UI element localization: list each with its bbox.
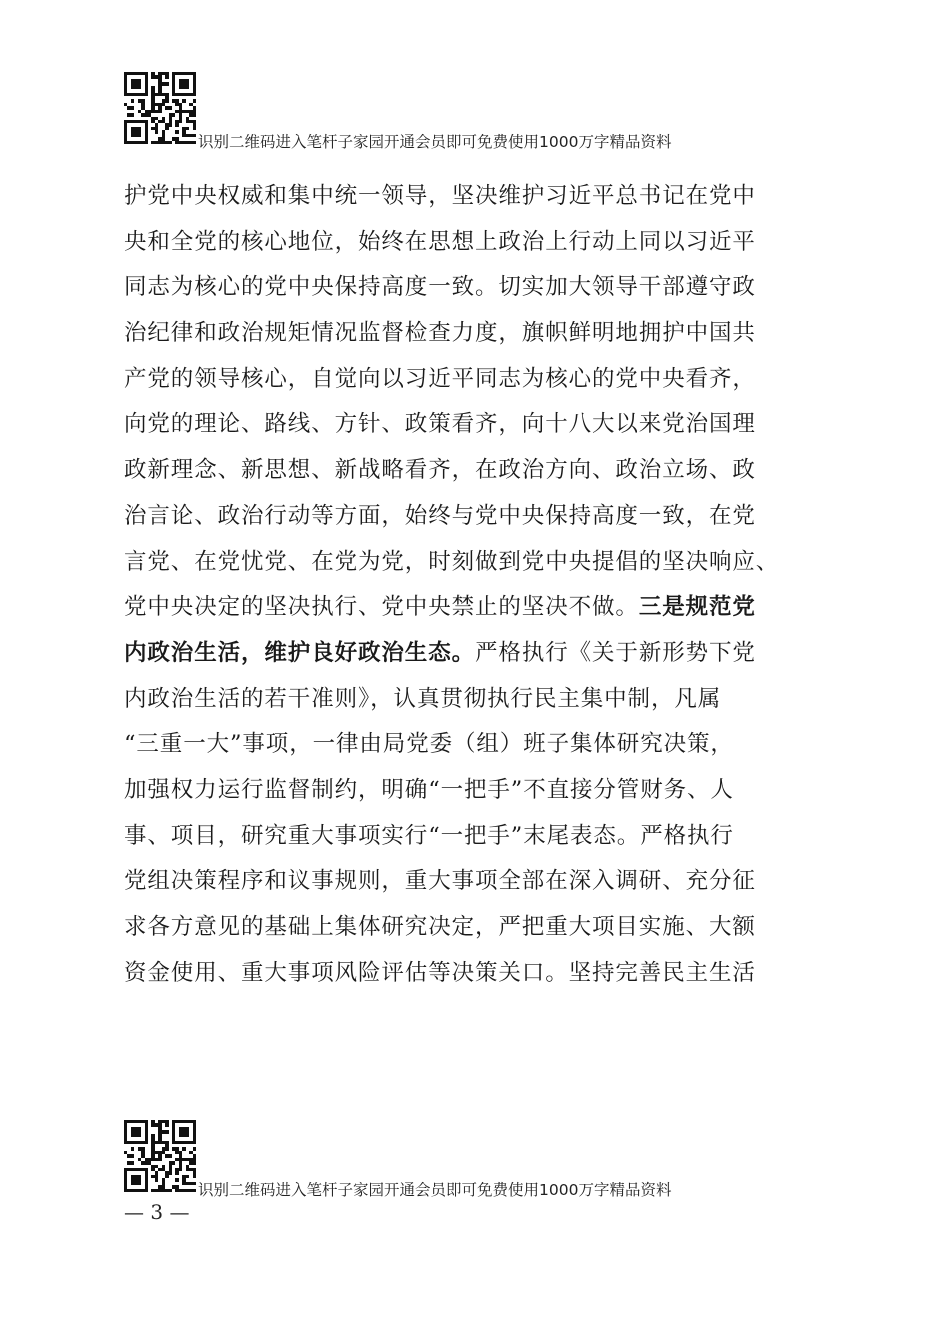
text-segment: 资金使用、重大事项风险评估等决策关口。坚持完善民主生活 [124, 959, 756, 986]
text-segment: 事、项目，研究重大事项实行“一把手”末尾表态。严格执行 [124, 822, 734, 849]
text-segment: 向党的理论、路线、方针、政策看齐，向十八大以来党治国理 [124, 411, 756, 438]
text-segment: 党组决策程序和议事规则，重大事项全部在深入调研、充分征 [124, 868, 756, 895]
text-segment: 治言论、政治行动等方面，始终与党中央保持高度一致，在党 [124, 502, 756, 529]
text-line [124, 814, 836, 860]
text-segment: 内政治生活的若干准则》，认真贯彻执行民主集中制，凡属 [124, 685, 722, 712]
text-segment: 护党中央权威和集中统一领导，坚决维护习近平总书记在党中 [124, 183, 756, 209]
text-line [124, 631, 836, 677]
text-segment: 治纪律和政治规矩情况监督检查力度，旗帜鲜明地拥护中国共 [124, 320, 756, 347]
text-segment: 加强权力运行监督制约，明确“一把手”不直接分管财务、人 [124, 776, 734, 803]
text-line [124, 265, 836, 311]
text-line [124, 448, 836, 494]
text-segment: 严格执行《关于新形势下党 [475, 639, 756, 666]
text-segment: 言党、在党忧党、在党为党，时刻做到党中央提倡的坚决响应、 [124, 548, 780, 575]
bold-text-segment: 内政治生活，维护良好政治生态。 [124, 639, 476, 666]
text-line [124, 174, 836, 220]
text-segment: 求各方意见的基础上集体研究决定，严把重大项目实施、大额 [124, 914, 756, 940]
page-number: — 3 — [124, 1200, 190, 1224]
footer-banner: 识别二维码进入笔杆子家园开通会员即可免费使用1000万字精品资料 [198, 1181, 672, 1199]
footer-qr-code [124, 1120, 196, 1192]
text-segment: 同志为核心的党中央保持高度一致。切实加大领导干部遵守政 [124, 274, 756, 301]
text-line [124, 357, 836, 403]
text-line [124, 494, 836, 540]
header-banner: 识别二维码进入笔杆子家园开通会员即可免费使用1000万字精品资料 [198, 133, 672, 151]
text-line [124, 402, 836, 448]
text-line [124, 722, 836, 768]
header-qr-code [124, 72, 196, 144]
body-text [124, 174, 836, 996]
text-line [124, 768, 836, 814]
text-line [124, 677, 836, 723]
text-line [124, 951, 836, 997]
text-segment: 央和全党的核心地位，始终在思想上政治上行动上同以习近平 [124, 228, 756, 255]
text-segment: “三重一大”事项，一律由局党委（组）班子集体研究决策， [124, 731, 734, 758]
bold-text-segment: 三是规范党 [638, 594, 756, 621]
text-line [124, 585, 836, 631]
text-line [124, 905, 836, 951]
text-line [124, 540, 836, 586]
text-segment: 党中央决定的坚决执行、党中央禁止的坚决不做。 [124, 594, 639, 621]
text-line [124, 311, 836, 357]
text-segment: 政新理念、新思想、新战略看齐，在政治方向、政治立场、政 [124, 457, 756, 484]
text-segment: 产党的领导核心，自觉向以习近平同志为核心的党中央看齐， [124, 365, 756, 392]
text-line [124, 220, 836, 266]
text-line [124, 859, 836, 905]
